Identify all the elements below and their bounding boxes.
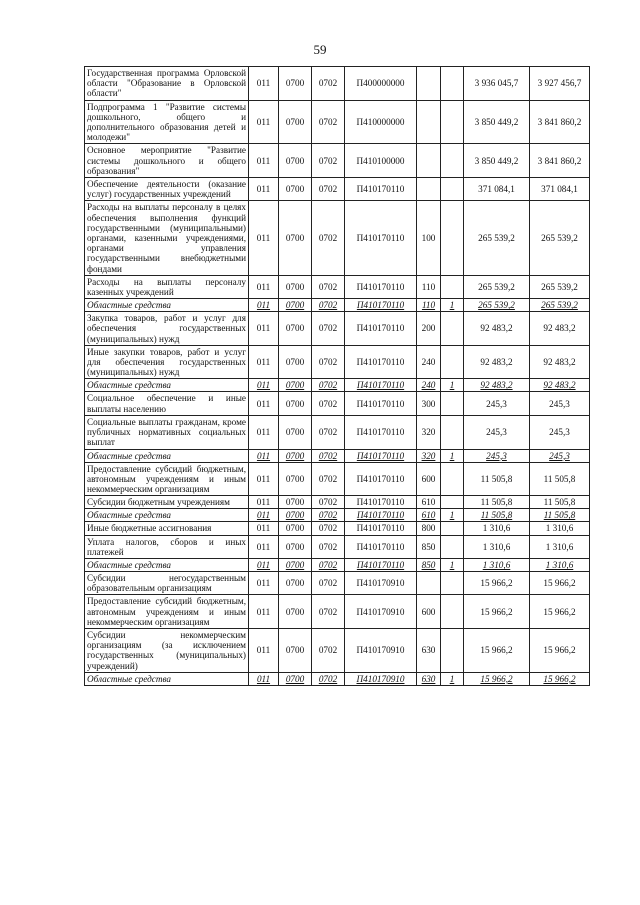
cell-amount-year2: 3 927 456,7 — [530, 67, 590, 101]
table-row-funding-source — [85, 379, 590, 392]
cell-amount-year2: 1 310,6 — [530, 522, 590, 535]
cell-name: Подпрограмма 1 "Развитие системы дошкольного, общего и дополнительного образования детей и молодежи" — [85, 100, 249, 144]
cell-amount-year1: 3 850 449,2 — [464, 100, 530, 144]
cell-expense-type: 850 — [417, 535, 441, 558]
cell-target: П410170110 — [345, 312, 417, 346]
cell-target: П410170110 — [345, 392, 417, 415]
table-row — [85, 100, 590, 144]
table-row — [85, 535, 590, 558]
cell-name: Областные средства — [85, 558, 249, 571]
cell-name: Социальное обеспечение и иные выплаты населению — [85, 392, 249, 415]
cell-amount-year1: 11 505,8 — [464, 496, 530, 509]
table-row-funding-source — [85, 299, 590, 312]
cell-target: П410170110 — [345, 462, 417, 496]
cell-ministry: 011 — [249, 571, 279, 594]
cell-ministry: 011 — [249, 312, 279, 346]
cell-section: 0700 — [279, 628, 312, 672]
cell-amount-year1: 265 539,2 — [464, 201, 530, 275]
cell-source: 1 — [441, 558, 464, 571]
cell-amount-year1: 3 936 045,7 — [464, 67, 530, 101]
table-row — [85, 345, 590, 379]
cell-amount-year2: 15 966,2 — [530, 628, 590, 672]
budget-table — [84, 66, 590, 686]
cell-amount-year2: 3 841 860,2 — [530, 100, 590, 144]
cell-amount-year1: 15 966,2 — [464, 628, 530, 672]
cell-target: П410000000 — [345, 100, 417, 144]
cell-ministry: 011 — [249, 628, 279, 672]
cell-source — [441, 144, 464, 178]
cell-section: 0700 — [279, 201, 312, 275]
cell-target: П410170110 — [345, 509, 417, 522]
cell-name: Расходы на выплаты персоналу казенных учреждений — [85, 275, 249, 298]
cell-expense-type: 600 — [417, 595, 441, 629]
cell-section: 0700 — [279, 571, 312, 594]
cell-amount-year1: 245,3 — [464, 449, 530, 462]
cell-subsection: 0702 — [312, 345, 345, 379]
cell-amount-year2: 1 310,6 — [530, 535, 590, 558]
cell-expense-type: 800 — [417, 522, 441, 535]
cell-name: Социальные выплаты гражданам, кроме публичных нормативных социальных выплат — [85, 415, 249, 449]
table-row — [85, 522, 590, 535]
cell-amount-year1: 265 539,2 — [464, 299, 530, 312]
cell-expense-type: 600 — [417, 462, 441, 496]
cell-subsection: 0702 — [312, 522, 345, 535]
cell-ministry: 011 — [249, 144, 279, 178]
cell-amount-year2: 15 966,2 — [530, 595, 590, 629]
cell-amount-year2: 92 483,2 — [530, 379, 590, 392]
cell-target: П410170110 — [345, 379, 417, 392]
cell-subsection: 0702 — [312, 392, 345, 415]
table-row — [85, 144, 590, 178]
table-row — [85, 201, 590, 275]
cell-subsection: 0702 — [312, 628, 345, 672]
cell-expense-type: 320 — [417, 449, 441, 462]
cell-name: Закупка товаров, работ и услуг для обеспечения государственных (муниципальных) нужд — [85, 312, 249, 346]
cell-ministry: 011 — [249, 535, 279, 558]
cell-source — [441, 392, 464, 415]
cell-amount-year1: 1 310,6 — [464, 558, 530, 571]
cell-amount-year2: 265 539,2 — [530, 275, 590, 298]
cell-section: 0700 — [279, 462, 312, 496]
cell-amount-year1: 92 483,2 — [464, 345, 530, 379]
cell-source: 1 — [441, 449, 464, 462]
cell-name: Областные средства — [85, 299, 249, 312]
table-row — [85, 275, 590, 298]
cell-subsection: 0702 — [312, 178, 345, 201]
cell-target: П410170110 — [345, 275, 417, 298]
cell-amount-year1: 265 539,2 — [464, 275, 530, 298]
cell-section: 0700 — [279, 379, 312, 392]
cell-amount-year2: 1 310,6 — [530, 558, 590, 571]
cell-ministry: 011 — [249, 67, 279, 101]
table-row — [85, 178, 590, 201]
cell-target: П410170110 — [345, 496, 417, 509]
cell-section: 0700 — [279, 415, 312, 449]
cell-name: Субсидии негосударственным образовательным организациям — [85, 571, 249, 594]
table-body — [85, 67, 590, 686]
cell-target: П410170110 — [345, 558, 417, 571]
cell-source — [441, 462, 464, 496]
cell-amount-year2: 11 505,8 — [530, 462, 590, 496]
cell-source — [441, 415, 464, 449]
cell-section: 0700 — [279, 392, 312, 415]
cell-target: П410170110 — [345, 178, 417, 201]
cell-ministry: 011 — [249, 509, 279, 522]
cell-amount-year1: 245,3 — [464, 415, 530, 449]
cell-expense-type — [417, 100, 441, 144]
cell-source — [441, 628, 464, 672]
cell-section: 0700 — [279, 535, 312, 558]
cell-expense-type: 300 — [417, 392, 441, 415]
cell-name: Иные закупки товаров, работ и услуг для обеспечения государственных (муниципальных) нужд — [85, 345, 249, 379]
cell-subsection: 0702 — [312, 201, 345, 275]
cell-name: Субсидии бюджетным учреждениям — [85, 496, 249, 509]
table-row-funding-source — [85, 558, 590, 571]
cell-ministry: 011 — [249, 275, 279, 298]
cell-section: 0700 — [279, 178, 312, 201]
cell-name: Обеспечение деятельности (оказание услуг) государственных учреждений — [85, 178, 249, 201]
cell-source — [441, 345, 464, 379]
cell-ministry: 011 — [249, 415, 279, 449]
cell-section: 0700 — [279, 100, 312, 144]
cell-target: П410170110 — [345, 535, 417, 558]
cell-amount-year2: 11 505,8 — [530, 509, 590, 522]
cell-ministry: 011 — [249, 100, 279, 144]
cell-amount-year2: 15 966,2 — [530, 672, 590, 685]
cell-target: П410170910 — [345, 595, 417, 629]
cell-expense-type: 110 — [417, 275, 441, 298]
cell-ministry: 011 — [249, 449, 279, 462]
cell-target: П410170110 — [345, 522, 417, 535]
table-row — [85, 496, 590, 509]
cell-subsection: 0702 — [312, 672, 345, 685]
cell-ministry: 011 — [249, 392, 279, 415]
cell-amount-year1: 15 966,2 — [464, 595, 530, 629]
cell-expense-type — [417, 67, 441, 101]
cell-expense-type: 100 — [417, 201, 441, 275]
page-number: 59 — [313, 42, 327, 57]
cell-source — [441, 522, 464, 535]
cell-amount-year2: 11 505,8 — [530, 496, 590, 509]
cell-amount-year2: 92 483,2 — [530, 312, 590, 346]
cell-name: Предоставление субсидий бюджетным, автономным учреждениям и иным некоммерческим организациям — [85, 462, 249, 496]
cell-section: 0700 — [279, 496, 312, 509]
cell-source — [441, 275, 464, 298]
cell-subsection: 0702 — [312, 379, 345, 392]
cell-target: П400000000 — [345, 67, 417, 101]
cell-name: Областные средства — [85, 379, 249, 392]
cell-subsection: 0702 — [312, 449, 345, 462]
cell-section: 0700 — [279, 345, 312, 379]
cell-name: Предоставление субсидий бюджетным, автономным учреждениям и иным некоммерческим организациям — [85, 595, 249, 629]
cell-section: 0700 — [279, 312, 312, 346]
cell-section: 0700 — [279, 672, 312, 685]
cell-ministry: 011 — [249, 379, 279, 392]
cell-ministry: 011 — [249, 201, 279, 275]
cell-amount-year1: 15 966,2 — [464, 672, 530, 685]
cell-amount-year2: 92 483,2 — [530, 345, 590, 379]
cell-ministry: 011 — [249, 595, 279, 629]
cell-expense-type: 240 — [417, 379, 441, 392]
cell-target: П410170110 — [345, 345, 417, 379]
cell-source: 1 — [441, 509, 464, 522]
cell-amount-year1: 92 483,2 — [464, 379, 530, 392]
cell-target: П410170110 — [345, 415, 417, 449]
cell-amount-year1: 245,3 — [464, 392, 530, 415]
cell-name: Областные средства — [85, 509, 249, 522]
cell-name: Государственная программа Орловской области "Образование в Орловской области" — [85, 67, 249, 101]
cell-expense-type: 850 — [417, 558, 441, 571]
cell-amount-year1: 92 483,2 — [464, 312, 530, 346]
cell-amount-year1: 1 310,6 — [464, 535, 530, 558]
cell-ministry: 011 — [249, 178, 279, 201]
table-row — [85, 415, 590, 449]
cell-subsection: 0702 — [312, 496, 345, 509]
cell-name: Расходы на выплаты персоналу в целях обеспечения выполнения функций государственными (муниципальными) органами, казенными учреждениями, органами управления государственными внебюджетными фондами — [85, 201, 249, 275]
cell-target: П410170110 — [345, 299, 417, 312]
cell-subsection: 0702 — [312, 144, 345, 178]
cell-section: 0700 — [279, 67, 312, 101]
cell-amount-year1: 371 084,1 — [464, 178, 530, 201]
cell-section: 0700 — [279, 299, 312, 312]
cell-name: Областные средства — [85, 449, 249, 462]
cell-ministry: 011 — [249, 299, 279, 312]
cell-expense-type: 240 — [417, 345, 441, 379]
cell-amount-year2: 15 966,2 — [530, 571, 590, 594]
cell-section: 0700 — [279, 275, 312, 298]
cell-ministry: 011 — [249, 462, 279, 496]
cell-expense-type: 630 — [417, 628, 441, 672]
cell-expense-type — [417, 178, 441, 201]
cell-name: Субсидии некоммерческим организациям (за исключением государственных (муниципальных) учреждений) — [85, 628, 249, 672]
cell-amount-year2: 371 084,1 — [530, 178, 590, 201]
cell-ministry: 011 — [249, 496, 279, 509]
cell-subsection: 0702 — [312, 67, 345, 101]
cell-expense-type — [417, 144, 441, 178]
cell-amount-year2: 265 539,2 — [530, 201, 590, 275]
cell-expense-type: 610 — [417, 496, 441, 509]
cell-source — [441, 595, 464, 629]
cell-section: 0700 — [279, 522, 312, 535]
cell-subsection: 0702 — [312, 299, 345, 312]
cell-source: 1 — [441, 379, 464, 392]
cell-ministry: 011 — [249, 522, 279, 535]
cell-amount-year2: 245,3 — [530, 415, 590, 449]
cell-target: П410170910 — [345, 571, 417, 594]
cell-subsection: 0702 — [312, 415, 345, 449]
cell-ministry: 011 — [249, 558, 279, 571]
cell-subsection: 0702 — [312, 509, 345, 522]
cell-subsection: 0702 — [312, 595, 345, 629]
cell-section: 0700 — [279, 558, 312, 571]
table-row — [85, 67, 590, 101]
cell-name: Областные средства — [85, 672, 249, 685]
cell-source — [441, 535, 464, 558]
cell-source — [441, 201, 464, 275]
cell-amount-year1: 1 310,6 — [464, 522, 530, 535]
cell-source — [441, 571, 464, 594]
cell-amount-year1: 15 966,2 — [464, 571, 530, 594]
table-row — [85, 312, 590, 346]
cell-source — [441, 312, 464, 346]
cell-amount-year1: 11 505,8 — [464, 462, 530, 496]
cell-section: 0700 — [279, 509, 312, 522]
cell-subsection: 0702 — [312, 558, 345, 571]
cell-target: П410170110 — [345, 449, 417, 462]
table-row-funding-source — [85, 509, 590, 522]
table-row-funding-source — [85, 672, 590, 685]
cell-name: Основное мероприятие "Развитие системы дошкольного и общего образования" — [85, 144, 249, 178]
cell-subsection: 0702 — [312, 312, 345, 346]
table-row — [85, 462, 590, 496]
cell-subsection: 0702 — [312, 275, 345, 298]
cell-expense-type: 320 — [417, 415, 441, 449]
cell-amount-year2: 265 539,2 — [530, 299, 590, 312]
cell-ministry: 011 — [249, 672, 279, 685]
cell-source — [441, 67, 464, 101]
cell-section: 0700 — [279, 144, 312, 178]
cell-subsection: 0702 — [312, 100, 345, 144]
cell-amount-year2: 245,3 — [530, 449, 590, 462]
cell-name: Уплата налогов, сборов и иных платежей — [85, 535, 249, 558]
cell-amount-year1: 11 505,8 — [464, 509, 530, 522]
cell-amount-year2: 3 841 860,2 — [530, 144, 590, 178]
cell-source: 1 — [441, 672, 464, 685]
cell-expense-type: 610 — [417, 509, 441, 522]
table-row — [85, 628, 590, 672]
cell-section: 0700 — [279, 595, 312, 629]
cell-source — [441, 178, 464, 201]
cell-expense-type: 630 — [417, 672, 441, 685]
cell-expense-type: 200 — [417, 312, 441, 346]
cell-target: П410100000 — [345, 144, 417, 178]
table-row — [85, 595, 590, 629]
cell-expense-type: 110 — [417, 299, 441, 312]
cell-expense-type — [417, 571, 441, 594]
cell-section: 0700 — [279, 449, 312, 462]
cell-amount-year1: 3 850 449,2 — [464, 144, 530, 178]
cell-subsection: 0702 — [312, 571, 345, 594]
table-row-funding-source — [85, 449, 590, 462]
cell-amount-year2: 245,3 — [530, 392, 590, 415]
cell-ministry: 011 — [249, 345, 279, 379]
cell-source: 1 — [441, 299, 464, 312]
table-row — [85, 571, 590, 594]
cell-target: П410170110 — [345, 201, 417, 275]
cell-source — [441, 496, 464, 509]
cell-subsection: 0702 — [312, 462, 345, 496]
table-row — [85, 392, 590, 415]
cell-name: Иные бюджетные ассигнования — [85, 522, 249, 535]
cell-target: П410170910 — [345, 628, 417, 672]
cell-source — [441, 100, 464, 144]
cell-subsection: 0702 — [312, 535, 345, 558]
cell-target: П410170910 — [345, 672, 417, 685]
